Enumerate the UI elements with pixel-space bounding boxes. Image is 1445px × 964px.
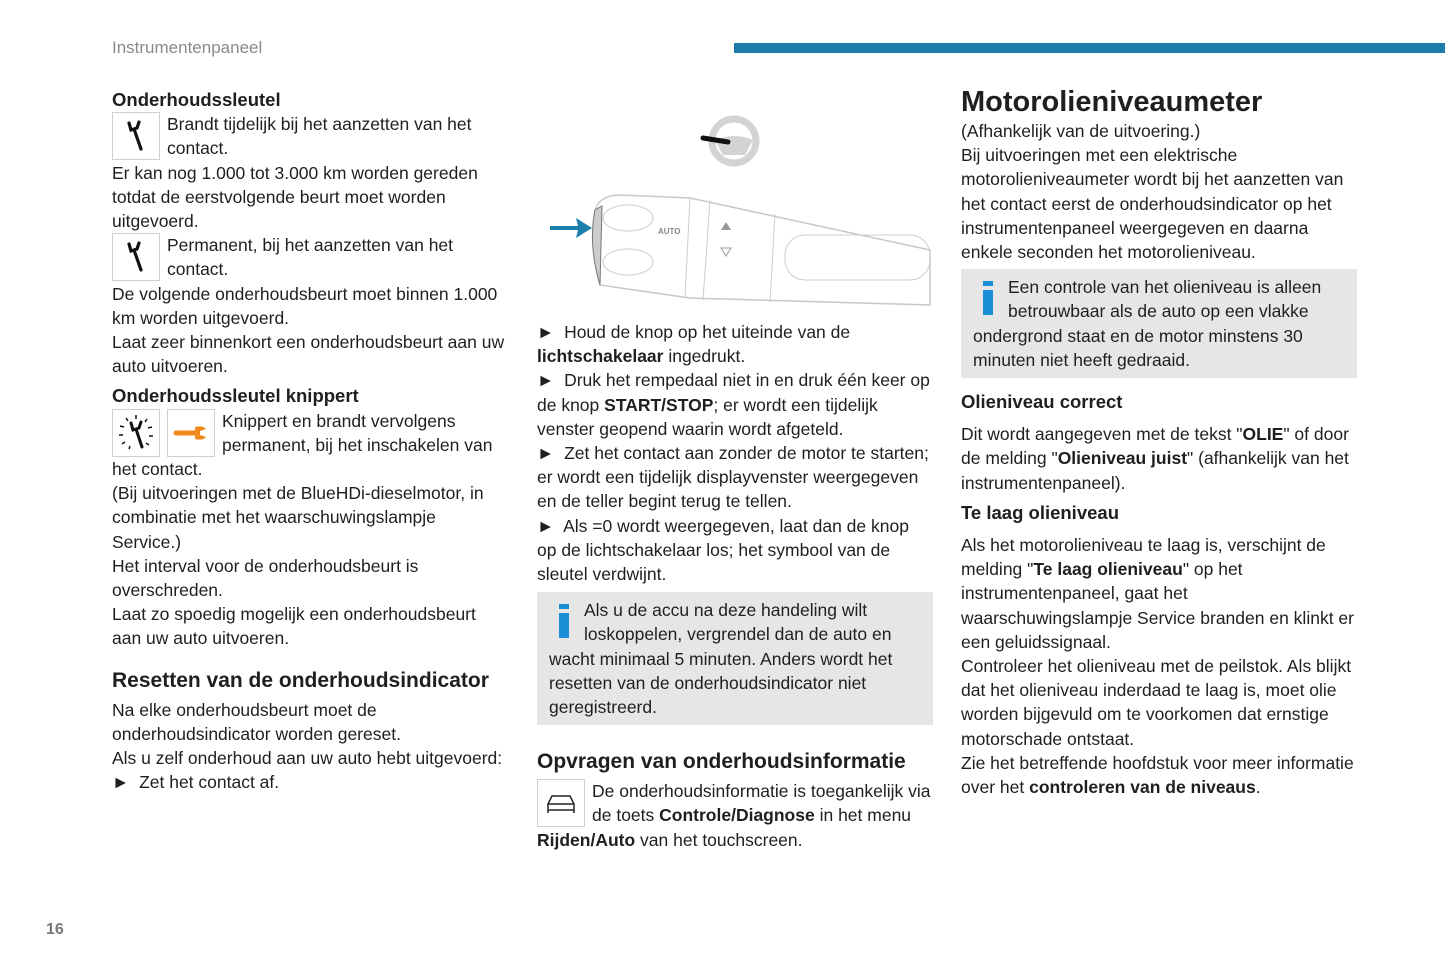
bullet-item xyxy=(537,320,933,368)
text: Zie het betreffende hoofdstuk voor meer informatie over het xyxy=(961,752,1354,798)
column-1 xyxy=(112,88,508,794)
heading-opvragen: Opvragen van onderhoudsinformatie xyxy=(537,750,906,774)
heading-knippert: Onderhoudssleutel knippert xyxy=(112,385,359,407)
page-title: Motorolieniveaumeter xyxy=(961,86,1263,118)
text: (Afhankelijk van de uitvoering.) xyxy=(961,121,1201,141)
text xyxy=(961,751,1357,799)
text: Controle/Diagnose xyxy=(659,805,815,826)
car-icon xyxy=(537,779,585,827)
accent-bar xyxy=(734,43,1445,53)
text: Als u zelf onderhoud aan uw auto hebt uitgevoerd: xyxy=(112,748,503,769)
text: Druk het rempedaal niet in en druk één keer op de knop xyxy=(537,370,930,415)
info-box xyxy=(961,269,1357,378)
info-icon xyxy=(983,281,993,315)
text: Brandt tijdelijk bij het aanzetten van het contact. xyxy=(167,114,472,159)
light-switch-illustration xyxy=(540,110,935,315)
bullet-item xyxy=(537,514,933,587)
text: lichtschakelaar xyxy=(537,346,664,367)
text: " op het instrumentenpaneel, gaat het waarschuwingslampje Service branden en klinkt er een geluidssignaal. xyxy=(961,559,1354,652)
text: Permanent, bij het aanzetten van het contact. xyxy=(167,235,454,280)
text: Laat zeer binnenkort een onderhoudsbeurt aan uw auto uitvoeren. xyxy=(112,332,505,377)
text: Rijden/Auto xyxy=(537,829,636,850)
text: ingedrukt. xyxy=(663,346,746,367)
text xyxy=(961,422,1357,495)
page-number: 16 xyxy=(46,921,64,938)
text: De onderhoudsinformatie is toegankelijk via de toets xyxy=(592,781,931,826)
wrench-icon xyxy=(112,233,160,281)
orange-wrench-icon xyxy=(167,409,215,457)
heading-olieniveau-correct: Olieniveau correct xyxy=(961,391,1123,413)
section-title: Instrumentenpaneel xyxy=(112,38,263,57)
text: Het interval voor de onderhoudsbeurt is overschreden. xyxy=(112,555,419,601)
text: Zet het contact aan zonder de motor te starten; er wordt een tijdelijk displayvenster weergegeven en de teller begint terug te tellen. xyxy=(537,443,929,512)
heading-te-laag: Te laag olieniveau xyxy=(961,501,1119,523)
steering-wheel-icon xyxy=(703,119,756,163)
text: Als u de accu na deze handeling wilt loskoppelen, vergrendel dan de auto en wacht minimaal 5 minuten. Anders wordt het resetten van de onderhoudsindicator niet geregistreerd. xyxy=(549,600,893,718)
column-2 xyxy=(537,320,933,852)
arrow-icon xyxy=(550,218,592,238)
column-3 xyxy=(961,85,1357,799)
bullet-item xyxy=(537,441,933,514)
text: Er kan nog 1.000 tot 3.000 km worden gereden totdat de eerstvolgende beurt moet worden uitgevoerd. xyxy=(112,162,478,232)
bullet-icon: ► xyxy=(537,443,555,464)
text: (Bij uitvoeringen met de BlueHDi-dieselmotor, in combinatie met het waarschuwingslampje Service.) xyxy=(112,483,484,552)
text: in het menu xyxy=(814,805,912,826)
wrench-icon xyxy=(112,112,160,160)
heading-onderhoudssleutel: Onderhoudssleutel xyxy=(112,89,281,110)
flashing-wrench-icon xyxy=(112,409,160,457)
text: Bij uitvoeringen met een elektrische motorolieniveaumeter wordt bij het aanzetten van het contact eerst de onderhoudsindicator op het instrumentenpaneel weergegeven en daarna enkele seconden het motorolieniveau. xyxy=(961,145,1344,263)
bullet-icon: ► xyxy=(537,322,555,342)
text: " (afhankelijk van het instrumentenpaneel). xyxy=(961,448,1349,493)
info-icon xyxy=(559,604,569,638)
text: Na elke onderhoudsbeurt moet de onderhoudsindicator worden gereset. xyxy=(112,699,401,744)
text: Als =0 wordt weergegeven, laat dan de knop op de lichtschakelaar los; het symbool van de sleutel verdwijnt. xyxy=(537,515,909,585)
text: . xyxy=(1255,777,1261,798)
text xyxy=(961,533,1357,654)
text: START/STOP xyxy=(604,394,714,415)
bullet-icon: ► xyxy=(537,515,555,536)
text: Dit wordt aangegeven met de tekst " xyxy=(961,424,1243,445)
text: Olieniveau juist xyxy=(1057,448,1188,469)
text: De volgende onderhoudsbeurt moet binnen 1.000 km worden uitgevoerd. xyxy=(112,283,498,328)
heading-resetten: Resetten van de onderhoudsindicator xyxy=(112,668,489,692)
text: van het touchscreen. xyxy=(635,829,803,850)
text: Laat zo spoedig mogelijk een onderhoudsbeurt aan uw auto uitvoeren. xyxy=(112,604,476,649)
text: Als het motorolieniveau te laag is, verschijnt de melding " xyxy=(961,535,1326,580)
bullet-item xyxy=(112,770,508,794)
text: Houd de knop op het uiteinde van de xyxy=(564,322,851,342)
text: Knippert en brandt vervolgens permanent, bij het inschakelen van het contact. xyxy=(112,410,493,480)
bullet-item xyxy=(537,368,933,441)
auto-label: AUTO xyxy=(658,227,681,236)
text: Een controle van het olieniveau is alleen betrouwbaar als de auto op een vlakke ondergrond staat en de motor minstens 30 minuten niet heeft gedraaid. xyxy=(973,277,1322,370)
text: Te laag olieniveau xyxy=(1033,559,1183,580)
text: ; er wordt een tijdelijk venster geopend waarin wordt afgeteld. xyxy=(537,394,878,439)
text: controleren van de niveaus xyxy=(1029,777,1256,798)
text: Zet het contact af. xyxy=(139,772,280,793)
bullet-icon: ► xyxy=(112,772,130,793)
text: Controleer het olieniveau met de peilstok. Als blijkt dat het olieniveau inderdaad te laag is, moet olie worden bijgevuld om te voorkomen dat ernstige motorschade ontstaat. xyxy=(961,656,1352,749)
bullet-icon: ► xyxy=(537,370,555,391)
text: OLIE xyxy=(1242,424,1284,445)
text: " of door de melding " xyxy=(961,424,1349,469)
info-box xyxy=(537,592,933,725)
